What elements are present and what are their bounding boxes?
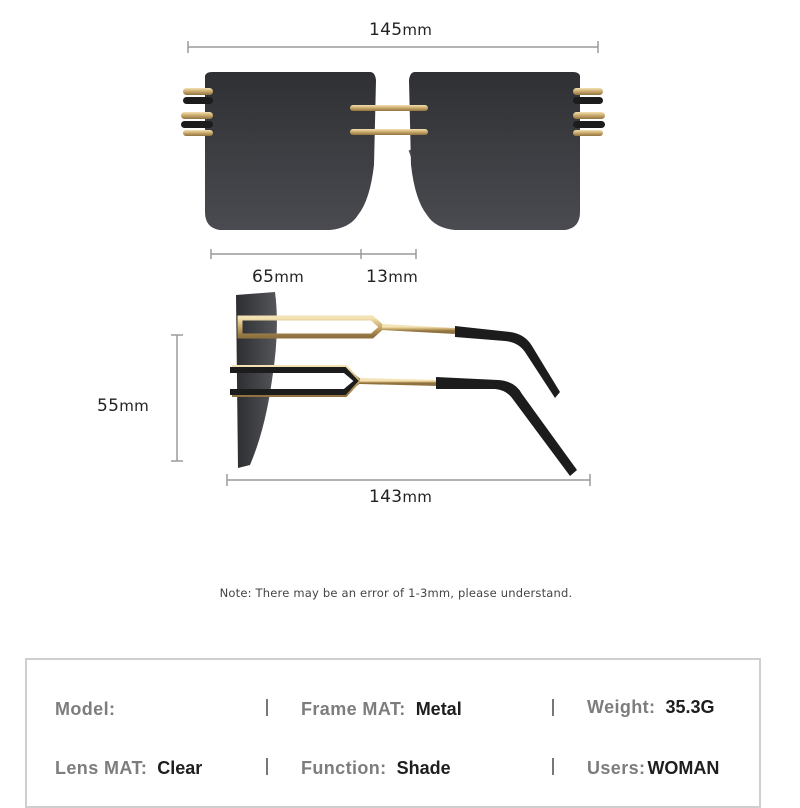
total-width-unit: mm [402, 21, 433, 39]
spec-model-label: Model: [55, 699, 116, 719]
temple-length-label [369, 487, 432, 507]
spec-frame-mat-label: Frame MAT: [301, 699, 406, 719]
lens-width-label [252, 267, 304, 287]
total-width-value: 145 [369, 20, 403, 40]
spec-model [55, 699, 125, 720]
tolerance-note: Note: There may be an error of 1-3mm, please understand. [219, 586, 573, 600]
spec-lens-mat-value: Clear [157, 758, 203, 778]
temple-length-unit: mm [402, 488, 433, 506]
lens-width-value: 65 [252, 267, 275, 287]
spec-function-label: Function: [301, 758, 387, 778]
total-width-label [369, 20, 432, 40]
bridge-width-value: 13 [366, 267, 389, 287]
lens-height-unit: mm [119, 397, 150, 415]
specifications-panel [25, 658, 761, 808]
spec-frame-mat-value: Metal [415, 699, 462, 719]
spec-function [301, 758, 451, 779]
spec-divider [552, 699, 554, 716]
spec-users [587, 758, 719, 779]
lens-height-value: 55 [97, 396, 120, 416]
spec-divider [266, 699, 268, 716]
temple-length-value: 143 [369, 487, 403, 507]
spec-divider [266, 758, 268, 775]
spec-divider [552, 758, 554, 775]
bridge-width-label [366, 267, 418, 287]
bridge-width-unit: mm [388, 268, 419, 286]
side-temple-near [230, 366, 577, 476]
spec-users-label: Users: [587, 758, 646, 778]
spec-weight-label: Weight: [587, 697, 656, 717]
spec-lens-mat-label: Lens MAT: [55, 758, 148, 778]
lens-height-label [97, 396, 149, 416]
lens-width-unit: mm [274, 268, 305, 286]
spec-function-value: Shade [396, 758, 451, 778]
spec-lens-mat [55, 758, 202, 779]
spec-users-value: WOMAN [647, 758, 720, 778]
spec-weight [587, 697, 715, 718]
spec-weight-value: 35.3G [665, 697, 715, 717]
spec-frame-mat [301, 699, 462, 720]
